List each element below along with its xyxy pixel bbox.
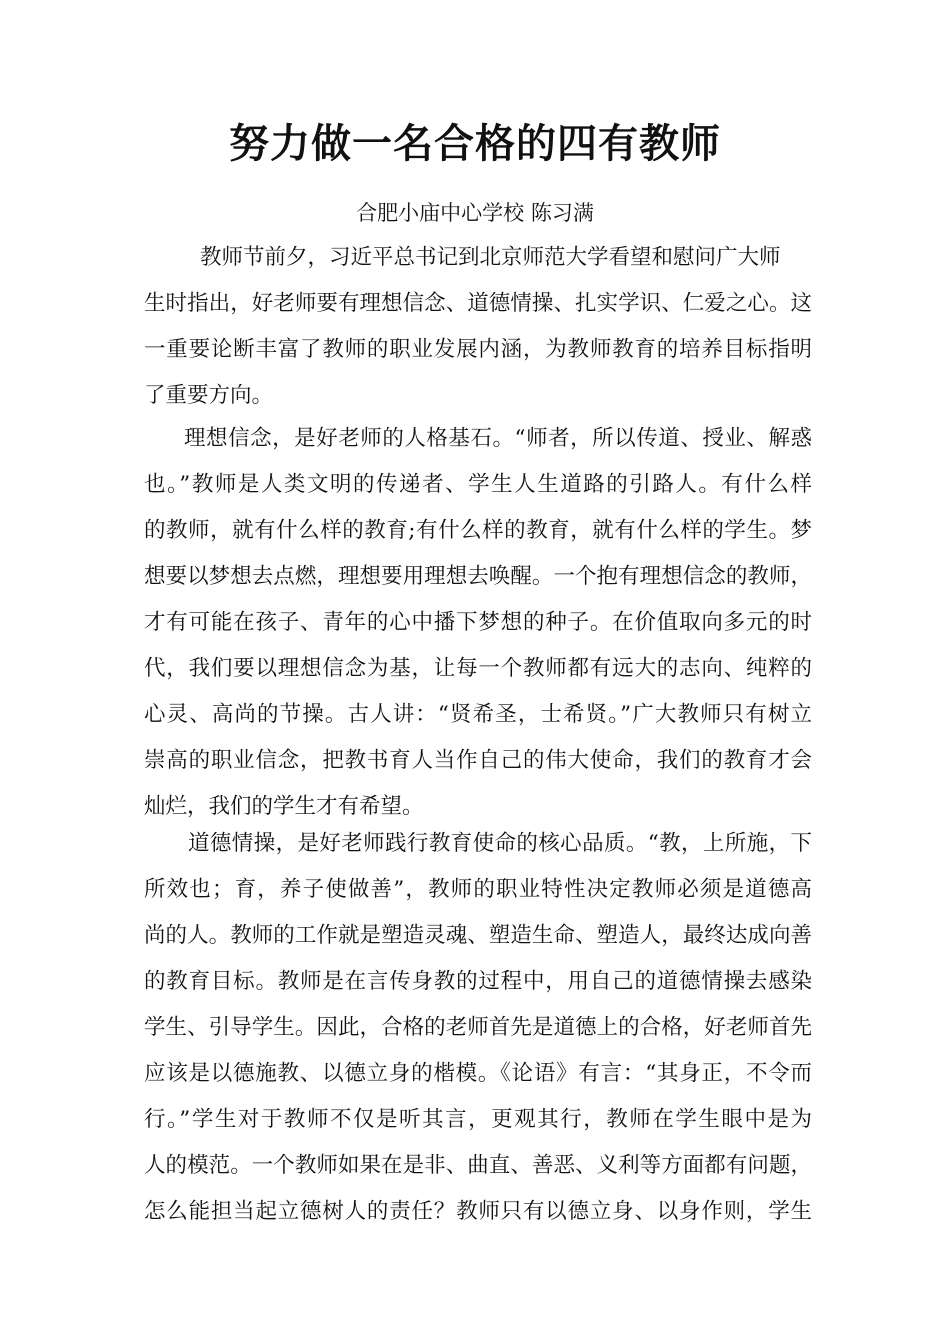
paragraph-line: 生时指出，好老师要有理想信念、道德情操、扎实学识、仁爱之心。这 xyxy=(144,291,812,316)
paragraph-line: 灿烂，我们的学生才有希望。 xyxy=(144,794,424,819)
paragraph-line: 教师节前夕，习近平总书记到北京师范大学看望和慰问广大师 xyxy=(200,245,781,270)
paragraph-line: 才有可能在孩子、青年的心中播下梦想的种子。在价值取向多元的时 xyxy=(144,610,812,635)
paragraph-line: 了重要方向。 xyxy=(144,383,274,408)
paragraph-line: 怎么能担当起立德树人的责任？教师只有以德立身、以身作则，学生 xyxy=(144,1199,812,1224)
paragraph-line: 尚的人。教师的工作就是塑造灵魂、塑造生命、塑造人，最终达成向善 xyxy=(144,923,812,948)
paragraph-line: 所效也；育，养子使做善”，教师的职业特性决定教师必须是道德高 xyxy=(144,877,812,902)
author-line: 合肥小庙中心学校 陈习满 xyxy=(356,201,594,225)
paragraph-line: 一重要论断丰富了教师的职业发展内涵，为教师教育的培养目标指明 xyxy=(144,337,812,362)
paragraph-line: 应该是以德施教、以德立身的楷模。《论语》有言：“其身正，不令而 xyxy=(144,1061,812,1086)
paragraph-line: 崇高的职业信念，把教书育人当作自己的伟大使命，我们的教育才会 xyxy=(144,748,812,773)
paragraph-line: 的教育目标。教师是在言传身教的过程中，用自己的道德情操去感染 xyxy=(144,969,812,994)
paragraph-line: 代，我们要以理想信念为基，让每一个教师都有远大的志向、纯粹的 xyxy=(144,656,812,681)
paragraph-line: 人的模范。一个教师如果在是非、曲直、善恶、义利等方面都有问题， xyxy=(144,1153,812,1178)
paragraph-line: 道德情操，是好老师践行教育使命的核心品质。“教，上所施，下 xyxy=(188,831,812,856)
paragraph-line: 也。”教师是人类文明的传递者、学生人生道路的引路人。有什么样 xyxy=(144,472,812,497)
paragraph-line: 心灵、高尚的节操。古人讲：“贤希圣，士希贤。”广大教师只有树立 xyxy=(144,702,812,727)
paragraph-line: 学生、引导学生。因此，合格的老师首先是道德上的合格，好老师首先 xyxy=(144,1015,812,1040)
paragraph-line: 想要以梦想去点燃，理想要用理想去唤醒。一个抱有理想信念的教师， xyxy=(144,564,812,589)
document-title: 努力做一名合格的四有教师 xyxy=(229,121,721,167)
paragraph-line: 的教师，就有什么样的教育;有什么样的教育，就有什么样的学生。梦 xyxy=(144,518,812,543)
paragraph-line: 行。”学生对于教师不仅是听其言，更观其行，教师在学生眼中是为 xyxy=(144,1107,812,1132)
paragraph-line: 理想信念，是好老师的人格基石。“师者，所以传道、授业、解惑 xyxy=(184,426,812,451)
